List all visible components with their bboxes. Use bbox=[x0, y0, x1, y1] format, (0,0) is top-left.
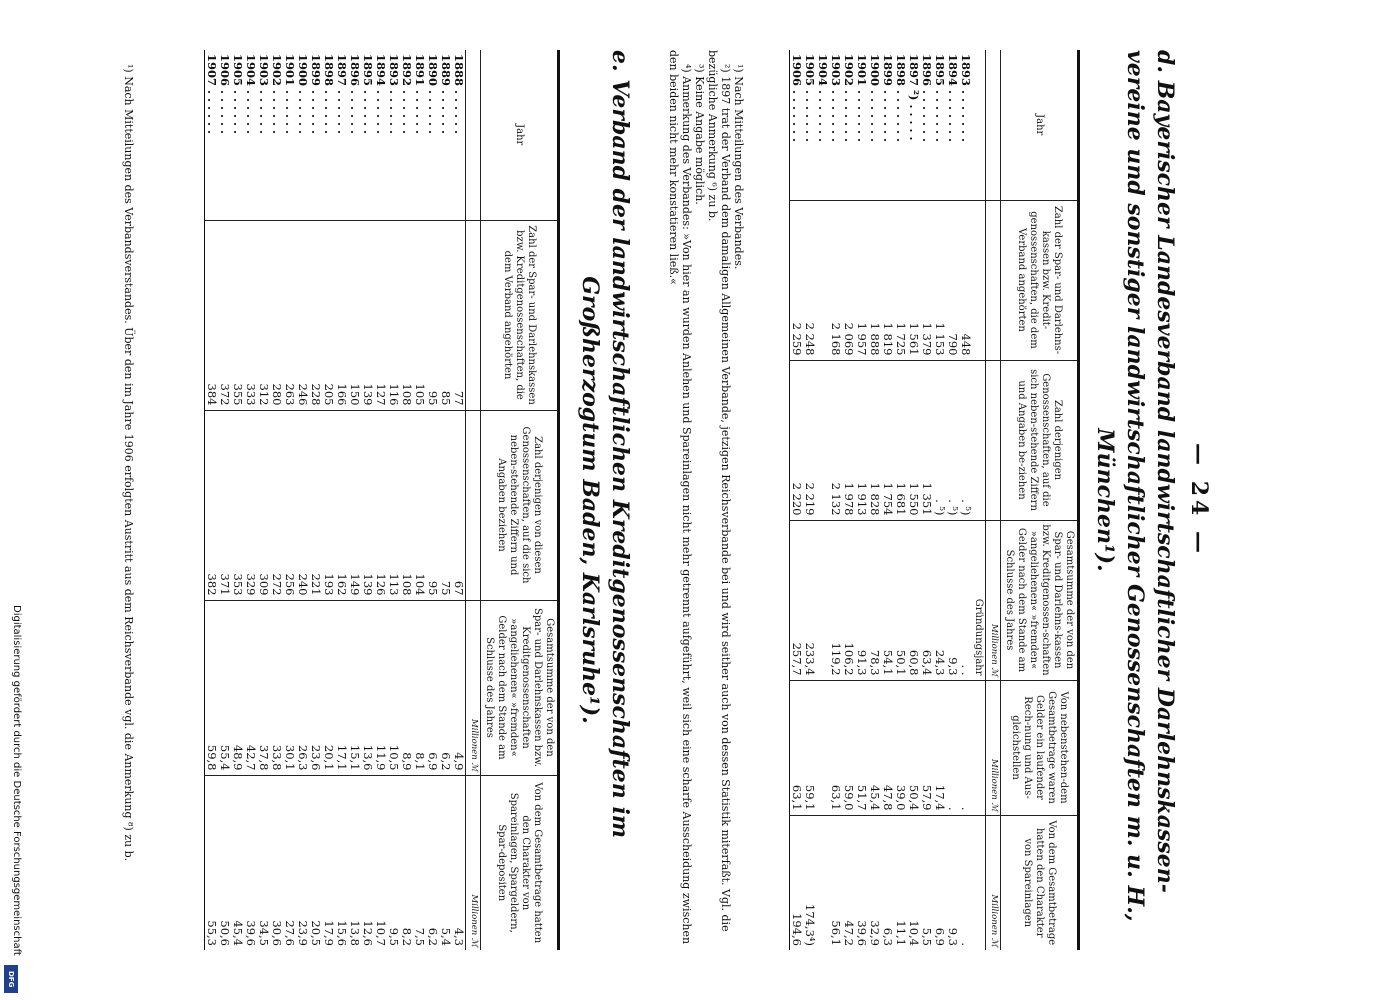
d-cell: 10,4 bbox=[907, 815, 920, 950]
e-cell: 1904 . . . . . . bbox=[244, 54, 258, 135]
e-cell: 4,3 bbox=[452, 775, 466, 950]
e-cell: 6,9 bbox=[426, 600, 439, 775]
e-header-col-2: Zahl derjenigen von diesen Genossenschaften, auf die sich neben-stehende Ziffern und Angaben beziehen bbox=[481, 410, 559, 600]
d-header-col-2: Zahl derjenigen Genossenschaften, auf die sich neben-stehende Ziffern und Angaben be-ziehen bbox=[1001, 360, 1079, 520]
e-cell: 30,6 bbox=[270, 775, 283, 950]
e-cell: 1902 . . . . . . bbox=[270, 54, 284, 135]
d-cell: 790 bbox=[946, 200, 959, 360]
d-cell: 1 913 bbox=[855, 360, 868, 520]
d-cell: 1 978 bbox=[842, 360, 855, 520]
d-cell: 2 259 bbox=[790, 200, 804, 360]
d-cell: 9,3 bbox=[946, 815, 959, 950]
footnote: ⁴) Anmerkung des Verbandes: »Von hier an wurden Anlehen und Spareinlagen nicht mehr getrennt aufgeführt, weil sich eine scharfe Ausscheidung zwischen den beiden nicht mehr konstatieren ließ.« bbox=[667, 50, 693, 945]
e-cell: 27,6 bbox=[283, 775, 296, 950]
e-cell: 1906 . . . . . . bbox=[218, 54, 232, 135]
section-d-title bbox=[1090, 50, 1180, 950]
digitization-credit bbox=[8, 605, 22, 995]
e-cell: 1896 . . . . . . bbox=[348, 54, 362, 135]
d-cell bbox=[816, 680, 829, 815]
e-cell: 45,4 bbox=[231, 775, 244, 950]
e-cell: 1893 . . . . . . bbox=[387, 54, 401, 135]
d-cell: 1 754 bbox=[881, 360, 894, 520]
d-cell: 50,1 bbox=[894, 520, 907, 680]
e-cell: 329 bbox=[244, 410, 257, 600]
e-cell: 372 bbox=[218, 220, 231, 410]
e-cell: 272 bbox=[270, 410, 283, 600]
d-unit-col-0 bbox=[986, 50, 1001, 200]
d-cell: . ⁵) bbox=[933, 360, 946, 520]
d-cell: 17,4 bbox=[933, 680, 946, 815]
page-number: — 24 — bbox=[1186, 443, 1212, 557]
d-cell: 60,8 bbox=[907, 520, 920, 680]
table-row bbox=[231, 50, 244, 950]
e-cell: 12,6 bbox=[361, 775, 374, 950]
table-row bbox=[400, 50, 413, 950]
rotated-document-page bbox=[0, 10, 1220, 990]
d-cell: 6,9 bbox=[933, 815, 946, 950]
d-cell: 1898 . . . . . . . bbox=[894, 54, 908, 143]
e-cell: 77 bbox=[452, 220, 466, 410]
d-cell: 56,1 bbox=[829, 815, 842, 950]
table-row bbox=[894, 50, 907, 950]
d-header-col-5: Von dem Gesamtbetrage hatten den Charakter von Spareinlagen bbox=[1001, 815, 1079, 950]
d-cell: 233,4 bbox=[803, 520, 816, 680]
e-cell: 8,1 bbox=[413, 600, 426, 775]
table-row bbox=[855, 50, 868, 950]
e-cell: 104 bbox=[413, 410, 426, 600]
d-cell bbox=[972, 680, 986, 815]
d-cell: . ⁵) bbox=[946, 360, 959, 520]
d-cell: . . bbox=[959, 520, 972, 680]
e-cell: 59,8 bbox=[205, 600, 219, 775]
d-cell: 194,6 bbox=[790, 815, 804, 950]
d-cell: 1 379 bbox=[920, 200, 933, 360]
d-cell: 54,1 bbox=[881, 520, 894, 680]
e-cell: 221 bbox=[309, 410, 322, 600]
e-cell: 116 bbox=[387, 220, 400, 410]
e-cell: 127 bbox=[374, 220, 387, 410]
d-cell bbox=[816, 815, 829, 950]
d-cell: 47,2 bbox=[842, 815, 855, 950]
section-e-title-line2: Großherzogtum Baden, Karlsruhe¹). bbox=[577, 276, 603, 724]
e-cell: 95 bbox=[426, 220, 439, 410]
table-row bbox=[881, 50, 894, 950]
d-cell: 57,9 bbox=[920, 680, 933, 815]
table-row bbox=[803, 50, 816, 950]
e-cell: 1891 . . . . . . bbox=[413, 54, 427, 135]
d-cell: 47,8 bbox=[881, 680, 894, 815]
e-cell: 5,4 bbox=[439, 775, 452, 950]
e-cell: 280 bbox=[270, 220, 283, 410]
footnote: ¹) Nach Mitteilungen des Verbandes. bbox=[732, 64, 745, 270]
table-row bbox=[790, 50, 804, 950]
e-cell: 309 bbox=[257, 410, 270, 600]
d-cell: . bbox=[946, 680, 959, 815]
e-cell: 4,9 bbox=[452, 600, 466, 775]
d-cell bbox=[972, 815, 986, 950]
d-cell bbox=[816, 200, 829, 360]
e-cell: 149 bbox=[348, 410, 361, 600]
e-cell: 15,1 bbox=[348, 600, 361, 775]
d-cell: 63,1 bbox=[829, 680, 842, 815]
d-cell: 91,3 bbox=[855, 520, 868, 680]
d-cell: 1 550 bbox=[907, 360, 920, 520]
e-cell: 371 bbox=[218, 410, 231, 600]
e-cell: 1888 . . . . . . bbox=[452, 54, 466, 135]
e-cell: 1894 . . . . . . bbox=[374, 54, 388, 135]
e-cell: 6,2 bbox=[439, 600, 452, 775]
e-cell: 113 bbox=[387, 410, 400, 600]
d-unit-col-1 bbox=[986, 200, 1001, 360]
e-cell: 13,8 bbox=[348, 775, 361, 950]
d-cell: 45,4 bbox=[868, 680, 881, 815]
e-cell: 55,3 bbox=[205, 775, 219, 950]
digitization-credit-text: Digitalisierung gefördert durch die Deutsche Forschungsgemeinschaft bbox=[11, 605, 22, 956]
d-cell bbox=[972, 50, 986, 200]
d-cell: 59,1 bbox=[803, 680, 816, 815]
e-cell: 7,5 bbox=[413, 775, 426, 950]
d-cell: 1 819 bbox=[881, 200, 894, 360]
table-row bbox=[309, 50, 322, 950]
e-cell: 1907 . . . . . . bbox=[205, 54, 219, 135]
e-cell: 33,8 bbox=[270, 600, 283, 775]
e-cell: 246 bbox=[296, 220, 309, 410]
e-cell: 150 bbox=[348, 220, 361, 410]
e-cell: 6,2 bbox=[426, 775, 439, 950]
d-cell: 63,4 bbox=[920, 520, 933, 680]
d-cell: 1899 . . . . . . . bbox=[881, 54, 895, 143]
e-cell: 9,5 bbox=[387, 775, 400, 950]
table-row bbox=[868, 50, 881, 950]
d-cell: 39,6 bbox=[855, 815, 868, 950]
e-cell: 10,7 bbox=[374, 775, 387, 950]
e-cell: 312 bbox=[257, 220, 270, 410]
section-d-title-line2: vereine und sonstiger landwirtschaftlicher Genossenschaften m. u. H., bbox=[1122, 50, 1148, 922]
table-row bbox=[374, 50, 387, 950]
d-cell: 1905 . . . . . . . bbox=[803, 54, 817, 143]
e-cell: 1889 . . . . . . bbox=[439, 54, 453, 135]
e-cell: 1892 . . . . . . bbox=[400, 54, 414, 135]
e-cell: 355 bbox=[231, 220, 244, 410]
d-cell: 1 351 bbox=[920, 360, 933, 520]
table-row bbox=[296, 50, 309, 950]
e-cell: 17,1 bbox=[335, 600, 348, 775]
d-cell: 1 725 bbox=[894, 200, 907, 360]
e-cell: 26,3 bbox=[296, 600, 309, 775]
table-row bbox=[413, 50, 426, 950]
e-header-col-0: Jahr bbox=[481, 50, 559, 220]
table-section-e bbox=[204, 50, 560, 950]
d-cell: 9,3 bbox=[946, 520, 959, 680]
table-row bbox=[257, 50, 270, 950]
table-row bbox=[933, 50, 946, 950]
e-cell: 20,5 bbox=[309, 775, 322, 950]
e-header-col-4: Von dem Gesamtbetrage hatten den Charakter von Spareinlagen, Spargeldern, Spar-depositen bbox=[481, 775, 559, 950]
d-cell: . ⁵) bbox=[959, 360, 972, 520]
section-e-footnotes bbox=[122, 50, 135, 950]
table-row bbox=[361, 50, 374, 950]
table-row bbox=[348, 50, 361, 950]
d-cell: 119,2 bbox=[829, 520, 842, 680]
e-cell: 10,5 bbox=[387, 600, 400, 775]
e-cell: 67 bbox=[452, 410, 466, 600]
table-row bbox=[829, 50, 842, 950]
table-row bbox=[920, 50, 933, 950]
d-cell bbox=[816, 520, 829, 680]
footnote: ³) Keine Angabe möglich. bbox=[693, 64, 706, 205]
table-row bbox=[946, 50, 959, 950]
d-cell: 174,3⁴) bbox=[803, 815, 816, 950]
d-cell: 32,9 bbox=[868, 815, 881, 950]
e-unit-col-2 bbox=[466, 410, 481, 600]
d-unit-col-5: Millionen ℳ bbox=[986, 815, 1001, 950]
e-cell: 1890 . . . . . . bbox=[426, 54, 440, 135]
e-cell: 1901 . . . . . . bbox=[283, 54, 297, 135]
d-cell: 78,3 bbox=[868, 520, 881, 680]
d-cell: 1894 . . . . . . . bbox=[946, 54, 960, 143]
d-cell: 6,3 bbox=[881, 815, 894, 950]
d-cell: 50,4 bbox=[907, 680, 920, 815]
d-cell: 1896 . . . . . . . bbox=[920, 54, 934, 143]
e-cell: 205 bbox=[322, 220, 335, 410]
d-cell: 39,0 bbox=[894, 680, 907, 815]
d-cell: 2 168 bbox=[829, 200, 842, 360]
d-cell: 24,3 bbox=[933, 520, 946, 680]
e-cell: 382 bbox=[205, 410, 219, 600]
table-row bbox=[959, 50, 972, 950]
e-cell: 34,5 bbox=[257, 775, 270, 950]
d-cell: 59,0 bbox=[842, 680, 855, 815]
d-cell: . bbox=[959, 680, 972, 815]
d-cell: 2 132 bbox=[829, 360, 842, 520]
table-row bbox=[426, 50, 439, 950]
d-cell: 1901 . . . . . . . bbox=[855, 54, 869, 143]
d-unit-col-2 bbox=[986, 360, 1001, 520]
e-cell: 85 bbox=[439, 220, 452, 410]
e-cell: 37,8 bbox=[257, 600, 270, 775]
d-cell: 2 069 bbox=[842, 200, 855, 360]
e-cell: 20,1 bbox=[322, 600, 335, 775]
d-cell: 1 153 bbox=[933, 200, 946, 360]
e-cell: 13,6 bbox=[361, 600, 374, 775]
d-header-col-0: Jahr bbox=[1001, 50, 1079, 200]
e-cell: 23,6 bbox=[309, 600, 322, 775]
d-cell: 1 828 bbox=[868, 360, 881, 520]
e-header-col-1: Zahl der Spar- und Darlehnskassen bzw. Kreditgenossenschaften, die dem Verband angehörten bbox=[481, 220, 559, 410]
table-row bbox=[270, 50, 283, 950]
table-section-d bbox=[789, 50, 1080, 950]
footnote: ²) 1897 trat der Verband dem damaligen Allgemeinen Verbande, jetzigen Reichsverbande bei und wird seither auch von dessen Statistik miterfaßt. Vgl. die bezügliche Anmerkung ⁶) zu b. bbox=[706, 50, 732, 932]
table-row bbox=[452, 50, 466, 950]
d-cell: 1 888 bbox=[868, 200, 881, 360]
e-cell: 95 bbox=[426, 410, 439, 600]
e-unit-col-4: Millionen ℳ bbox=[466, 775, 481, 950]
d-cell: 1 957 bbox=[855, 200, 868, 360]
d-cell: 1895 . . . . . . . bbox=[933, 54, 947, 143]
d-unit-col-3: Millionen ℳ bbox=[986, 520, 1001, 680]
d-header-col-1: Zahl der Spar- und Darlehns-kassen bzw. Kredit-genossenschaften, die dem Verband angehörten bbox=[1001, 200, 1079, 360]
e-cell: 1905 . . . . . . bbox=[231, 54, 245, 135]
e-cell: 48,9 bbox=[231, 600, 244, 775]
e-cell: 50,6 bbox=[218, 775, 231, 950]
d-cell: 63,1 bbox=[790, 680, 804, 815]
table-row bbox=[842, 50, 855, 950]
e-cell: 15,6 bbox=[335, 775, 348, 950]
table-row bbox=[816, 50, 829, 950]
footnote: ¹) Nach Mitteilungen des Verbandsverstandes. Über den im Jahre 1906 erfolgten Austritt aus dem Reichsverbande vgl. die Anmerkung ⁸) zu b. bbox=[122, 64, 135, 862]
e-cell: 75 bbox=[439, 410, 452, 600]
d-cell: 1 681 bbox=[894, 360, 907, 520]
d-cell: 2 220 bbox=[790, 360, 804, 520]
table-row bbox=[283, 50, 296, 950]
table-row bbox=[205, 50, 219, 950]
e-cell: 162 bbox=[335, 410, 348, 600]
d-cell: 1903 . . . . . . . bbox=[829, 54, 843, 143]
e-cell: 240 bbox=[296, 410, 309, 600]
e-cell: 1903 . . . . . . bbox=[257, 54, 271, 135]
e-cell: 42,7 bbox=[244, 600, 257, 775]
e-unit-col-1 bbox=[466, 220, 481, 410]
e-cell: 108 bbox=[400, 220, 413, 410]
d-unit-col-4: Millionen ℳ bbox=[986, 680, 1001, 815]
e-cell: 1895 . . . . . . bbox=[361, 54, 375, 135]
section-d-title-line3: München¹). bbox=[1092, 428, 1118, 572]
e-cell: 108 bbox=[400, 410, 413, 600]
d-cell: 5,5 bbox=[920, 815, 933, 950]
d-cell: . bbox=[959, 815, 972, 950]
e-cell: 139 bbox=[361, 220, 374, 410]
e-cell: 17,9 bbox=[322, 775, 335, 950]
table-row bbox=[972, 50, 986, 950]
e-cell: 126 bbox=[374, 410, 387, 600]
e-cell: 139 bbox=[361, 410, 374, 600]
d-cell: 448 bbox=[959, 200, 972, 360]
table-row bbox=[244, 50, 257, 950]
d-cell: 1906 . . . . . . . bbox=[790, 54, 804, 143]
table-row bbox=[907, 50, 920, 950]
table-row bbox=[335, 50, 348, 950]
d-cell: 257,7 bbox=[790, 520, 804, 680]
d-cell bbox=[972, 360, 986, 520]
d-cell: 1902 . . . . . . . bbox=[842, 54, 856, 143]
e-cell: 55,4 bbox=[218, 600, 231, 775]
d-cell bbox=[816, 360, 829, 520]
e-cell: 105 bbox=[413, 220, 426, 410]
e-cell: 39,6 bbox=[244, 775, 257, 950]
e-cell: 263 bbox=[283, 220, 296, 410]
e-header-col-3: Gesamtsumme der von den Spar- und Darlehnskassen bzw. Kreditgenossenschaften »angeliehenen« »fremden« Gelder nach dem Stande am Schlusse des Jahres bbox=[481, 600, 559, 775]
section-d-title-line1: d. Bayerischer Landesverband landwirtschaftlicher Darlehnskassen- bbox=[1152, 50, 1178, 893]
e-cell: 1900 . . . . . . bbox=[296, 54, 310, 135]
d-cell: 2 248 bbox=[803, 200, 816, 360]
e-cell: 1897 . . . . . . bbox=[335, 54, 349, 135]
d-cell: 2 219 bbox=[803, 360, 816, 520]
e-cell: 193 bbox=[322, 410, 335, 600]
e-cell: 384 bbox=[205, 220, 219, 410]
section-d-footnotes bbox=[667, 50, 745, 950]
section-e-title-line1: e. Verband der landwirtschaftlichen Kreditgenossenschaften im bbox=[607, 50, 633, 839]
e-unit-col-3: Millionen ℳ bbox=[466, 600, 481, 775]
d-cell: Gründungsjahr bbox=[972, 520, 986, 680]
e-cell: 333 bbox=[244, 220, 257, 410]
e-cell: 353 bbox=[231, 410, 244, 600]
d-cell: 1900 . . . . . . . bbox=[868, 54, 882, 143]
e-unit-col-0 bbox=[466, 50, 481, 220]
d-cell: 11,1 bbox=[894, 815, 907, 950]
e-cell: 11,9 bbox=[374, 600, 387, 775]
d-cell: 1904 . . . . . . . bbox=[816, 54, 830, 143]
d-cell bbox=[972, 200, 986, 360]
e-cell: 256 bbox=[283, 410, 296, 600]
d-header-col-3: Gesamtsumme der von den Spar- und Darlehns-kassen bzw. Kreditgenossen-schaften »angeliehenen« »fremden« Gelder nach dem Stande am Schlusse des Jahres bbox=[1001, 520, 1079, 680]
e-cell: 166 bbox=[335, 220, 348, 410]
d-cell: 1897 ²) . . . . . bbox=[907, 54, 921, 141]
d-cell: 51,7 bbox=[855, 680, 868, 815]
e-cell: 23,9 bbox=[296, 775, 309, 950]
d-cell: 106,2 bbox=[842, 520, 855, 680]
table-row bbox=[322, 50, 335, 950]
e-cell: 30,1 bbox=[283, 600, 296, 775]
d-cell: 1893 . . . . . . . bbox=[959, 54, 973, 143]
e-cell: 1899 . . . . . . bbox=[309, 54, 323, 135]
e-cell: 8,2 bbox=[400, 775, 413, 950]
dfg-logo: DFG bbox=[4, 965, 18, 993]
e-cell: 8,9 bbox=[400, 600, 413, 775]
d-header-col-4: Von nebenstehen-dem Gesamtbetrage waren Gelder ein laufender Rech-nung und Aus-gleichstellen bbox=[1001, 680, 1079, 815]
section-e-title bbox=[575, 50, 635, 950]
e-cell: 228 bbox=[309, 220, 322, 410]
e-cell: 1898 . . . . . . bbox=[322, 54, 336, 135]
table-row bbox=[218, 50, 231, 950]
table-row bbox=[439, 50, 452, 950]
table-row bbox=[387, 50, 400, 950]
d-cell: 1 561 bbox=[907, 200, 920, 360]
